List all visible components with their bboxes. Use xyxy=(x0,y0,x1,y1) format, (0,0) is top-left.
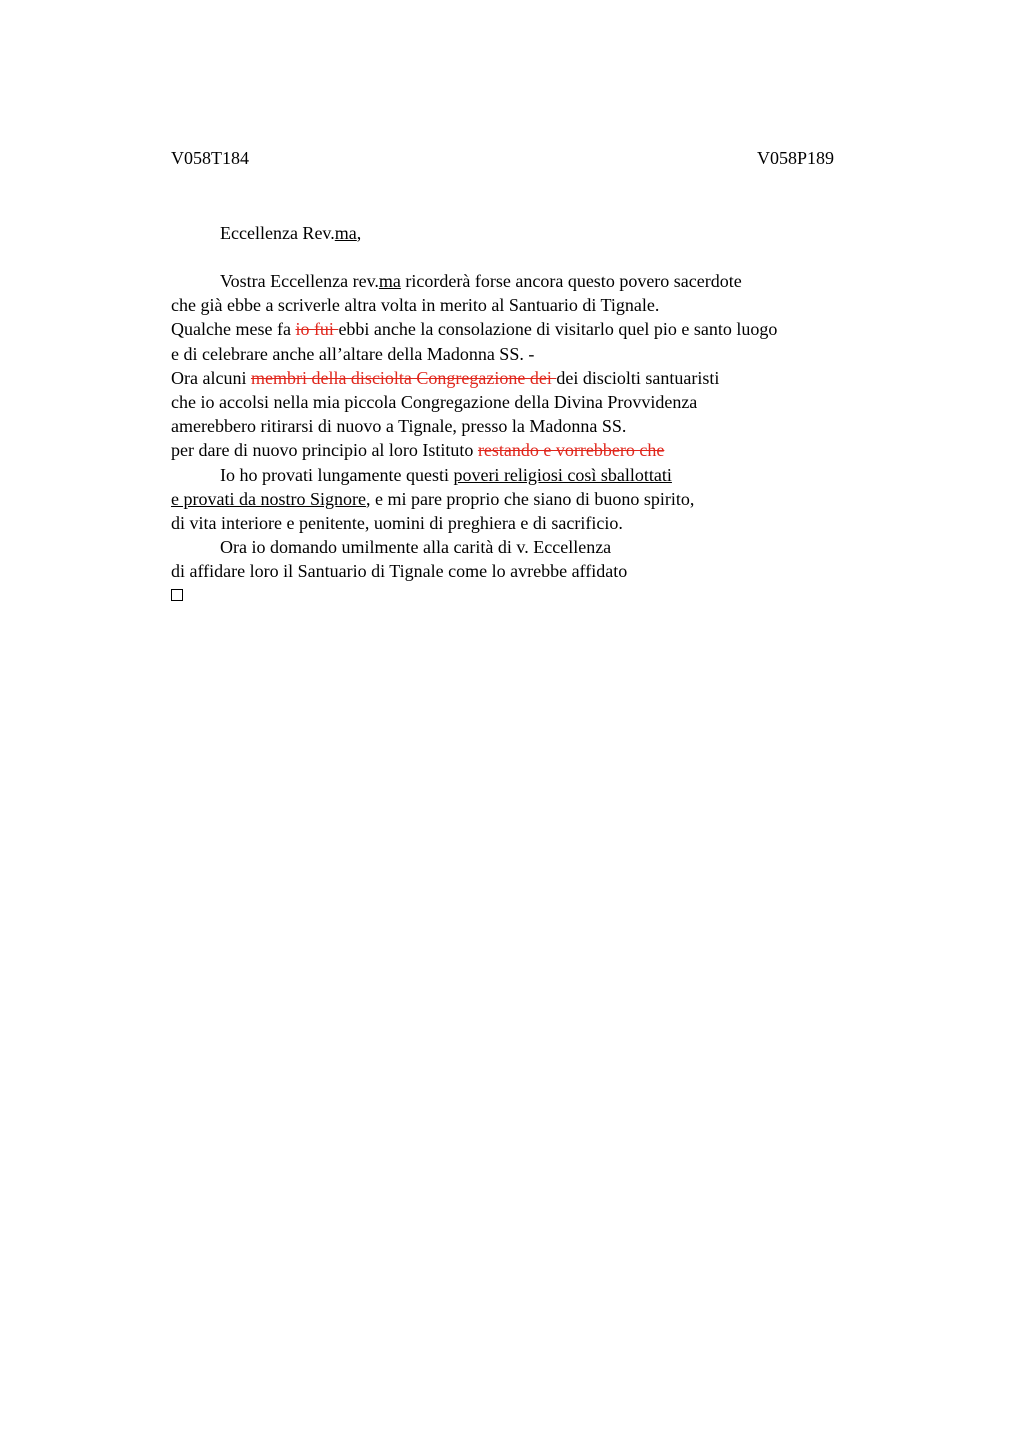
deleted-text: membri della disciolta Congregazione dei xyxy=(250,367,557,388)
text-segment: , e mi pare proprio che siano di buono spirito, xyxy=(365,488,695,509)
letter-line: che già ebbe a scriverle altra volta in merito al Santuario di Tignale. xyxy=(171,295,660,316)
text-segment: dei disciolti santuaristi xyxy=(556,367,720,388)
checkbox-square-icon xyxy=(171,589,183,601)
document-code-left: V058T184 xyxy=(171,148,249,168)
text-segment: Io ho provati lungamente questi xyxy=(220,464,454,485)
deleted-text: io fui xyxy=(295,319,339,340)
salutation xyxy=(220,221,361,245)
text-segment: per dare di nuovo principio al loro Istituto xyxy=(171,440,478,461)
letter-line xyxy=(171,269,891,293)
text-segment: Ora alcuni xyxy=(171,367,251,388)
letter-line: e di celebrare anche all’altare della Madonna SS. - xyxy=(171,343,535,364)
document-code-right: V058P189 xyxy=(757,148,835,168)
deleted-text: restando e vorrebbero che xyxy=(477,440,665,461)
underlined-text: poveri religiosi così sballottati xyxy=(453,464,672,485)
letter-line xyxy=(171,487,891,511)
letter-line xyxy=(171,438,891,462)
checkbox-line xyxy=(171,583,891,607)
salutation-text: Eccellenza Rev. xyxy=(220,223,335,243)
underlined-text: e provati da nostro Signore xyxy=(171,488,366,509)
letter-line: che io accolsi nella mia piccola Congregazione della Divina Provvidenza xyxy=(171,391,698,412)
letter-line: amerebbero ritirarsi di nuovo a Tignale, presso la Madonna SS. xyxy=(171,416,627,437)
underlined-abbreviation: ma xyxy=(378,271,401,291)
letter-line: Ora io domando umilmente alla carità di v. Eccellenza xyxy=(220,537,612,558)
letter-line xyxy=(171,317,891,341)
salutation-abbreviation: ma xyxy=(334,223,357,243)
letter-body xyxy=(171,269,891,608)
salutation-punctuation: , xyxy=(356,223,362,243)
text-segment: Qualche mese fa xyxy=(171,319,296,340)
text-segment: ebbi anche la consolazione di visitarlo quel pio e santo luogo xyxy=(338,319,778,340)
letter-line xyxy=(171,463,891,487)
text-segment: Vostra Eccellenza rev. xyxy=(220,271,379,291)
letter-line: di affidare loro il Santuario di Tignale come lo avrebbe affidato xyxy=(171,561,628,582)
text-segment: ricorderà forse ancora questo povero sacerdote xyxy=(400,271,742,291)
letter-line xyxy=(171,366,891,390)
letter-line: di vita interiore e penitente, uomini di preghiera e di sacrificio. xyxy=(171,512,623,533)
